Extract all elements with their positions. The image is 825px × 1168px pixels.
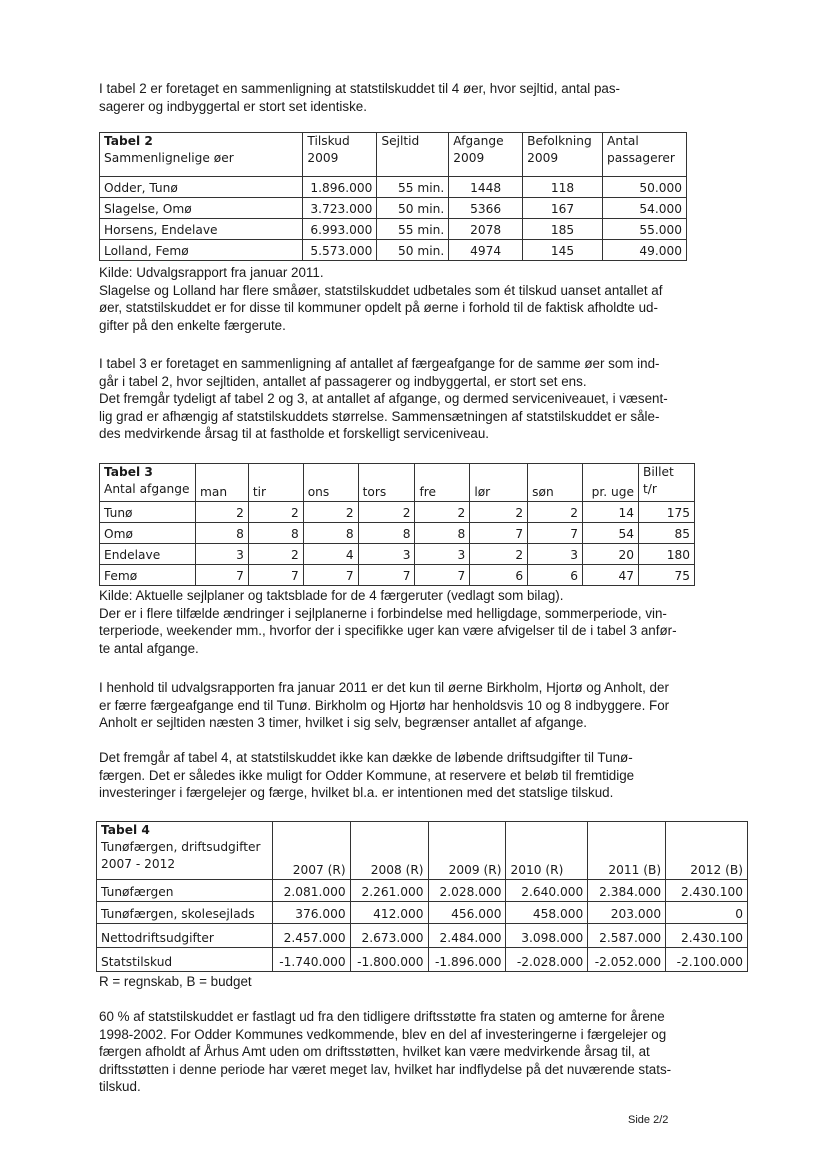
cell: -2.100.000 (666, 948, 748, 972)
cell: 3 (195, 544, 248, 565)
cell: 167 (523, 198, 603, 219)
header-cell: 2007 (R) (272, 822, 350, 880)
table-title: Tabel 3 (104, 465, 153, 479)
header-cell: Afgange 2009 (449, 133, 523, 177)
header-cell: 2011 (B) (588, 822, 666, 880)
table-subtitle: Sammenlignelige øer (104, 151, 234, 165)
cell: 7 (470, 523, 528, 544)
row-label: Slagelse, Omø (100, 198, 303, 219)
cell: 7 (248, 565, 303, 586)
cell: 47 (583, 565, 639, 586)
header-cell: tir (248, 464, 303, 502)
text-line: sagerer og indbyggertal er stort set identiske. (99, 98, 367, 114)
text-line: driftsstøtten i denne periode har været meget lav, hvilket har indflydelse på det nuværende stats- (99, 1061, 672, 1077)
cell: -1.740.000 (272, 948, 350, 972)
table-3 (99, 463, 695, 586)
cell: 7 (303, 565, 358, 586)
text-line: går i tabel 2, hvor sejltiden, antallet af passagerer og indbyggertal, er stort set ens. (99, 373, 587, 389)
table-4-legend: R = regnskab, B = budget (99, 974, 252, 989)
row-label: Endelave (100, 544, 196, 565)
cell: 7 (415, 565, 470, 586)
cell: 50 min. (377, 198, 449, 219)
cell: 7 (528, 523, 583, 544)
table-subtitle: Tunøfærgen, driftsudgifter (101, 840, 261, 854)
table-row (100, 544, 695, 565)
cell: 2 (528, 502, 583, 523)
table-row (100, 219, 687, 240)
cell: 3.723.000 (303, 198, 377, 219)
cell: 55.000 (603, 219, 687, 240)
table-row (100, 565, 695, 586)
table-row (100, 502, 695, 523)
cell: 2.028.000 (428, 880, 506, 902)
cell: 2.430.100 (666, 924, 748, 948)
cell: 6 (470, 565, 528, 586)
cell: 118 (523, 177, 603, 198)
table-title-cell (97, 822, 273, 880)
cell: 412.000 (350, 902, 428, 924)
table-header-row (97, 822, 748, 880)
table-title: Tabel 4 (101, 823, 150, 837)
cell: 8 (358, 523, 415, 544)
cell: 2 (195, 502, 248, 523)
header-cell: 2012 (B) (666, 822, 748, 880)
table-row (100, 523, 695, 544)
cell: 2 (248, 502, 303, 523)
text-line: Kilde: Aktuelle sejlplaner og taktsblade for de 4 færgeruter (vedlagt som bilag). (99, 588, 564, 603)
cell: 2 (358, 502, 415, 523)
table-title-cell (100, 133, 303, 177)
cell: 8 (195, 523, 248, 544)
table-row (97, 924, 748, 948)
text-line: 1998-2002. For Odder Kommunes vedkommende, blev en del af investeringerne i færgelejer og (99, 1026, 667, 1042)
cell: -2.028.000 (506, 948, 588, 972)
row-label: Tunøfærgen, skolesejlads (97, 902, 273, 924)
row-label: Tunøfærgen (97, 880, 273, 902)
text-line: er færre færgeafgange end til Tunø. Birkholm og Hjortø har henholdsvis 10 og 8 indbyggere. For (99, 697, 670, 713)
text-line: te antal afgange. (99, 640, 199, 656)
text-line: des medvirkende årsag til at fastholde et forskelligt serviceniveau. (99, 426, 490, 442)
row-label: Statstilskud (97, 948, 273, 972)
table-row (97, 948, 748, 972)
table-row (97, 902, 748, 924)
cell: 1448 (449, 177, 523, 198)
cell: 180 (638, 544, 694, 565)
header-cell: 2008 (R) (350, 822, 428, 880)
cell: 2.430.100 (666, 880, 748, 902)
text-line: gifter på den enkelte færgerute. (99, 317, 286, 333)
header-cell: søn (528, 464, 583, 502)
cell: 2 (248, 544, 303, 565)
text-line: Der er i flere tilfælde ændringer i sejlplanerne i forbindelse med helligdage, sommerperiode, vin- (99, 605, 667, 621)
cell: 8 (303, 523, 358, 544)
cell: -1.800.000 (350, 948, 428, 972)
header-cell: Sejltid (377, 133, 449, 177)
cell: 8 (248, 523, 303, 544)
cell: 2 (303, 502, 358, 523)
cell: 4974 (449, 240, 523, 261)
text-line: I tabel 2 er foretaget en sammenligning at statstilskuddet til 4 øer, hvor sejltid, antal pas- (99, 81, 621, 96)
cell: 185 (523, 219, 603, 240)
cell: 2.384.000 (588, 880, 666, 902)
cell: 3 (415, 544, 470, 565)
cell: 2.673.000 (350, 924, 428, 948)
header-cell: tors (358, 464, 415, 502)
table-row (100, 177, 687, 198)
cell: 2.587.000 (588, 924, 666, 948)
paragraph-2 (99, 355, 699, 443)
cell: 50 min. (377, 240, 449, 261)
header-cell: fre (415, 464, 470, 502)
header-cell: 2009 (R) (428, 822, 506, 880)
text-line: Slagelse og Lolland har flere småøer, statstilskuddet udbetales som ét tilskud uanset antallet af (99, 282, 663, 298)
text-line: færgen. Det er således ikke muligt for Odder Kommune, at reservere et beløb til fremtidige (99, 767, 635, 783)
table-subtitle: 2007 - 2012 (101, 857, 176, 871)
cell: 3 (358, 544, 415, 565)
cell: 2 (470, 502, 528, 523)
table-2-source-paragraph (99, 264, 699, 334)
cell: 5366 (449, 198, 523, 219)
row-label: Nettodriftsudgifter (97, 924, 273, 948)
paragraph-4 (99, 749, 699, 802)
cell: 203.000 (588, 902, 666, 924)
cell: 50.000 (603, 177, 687, 198)
row-label: Omø (100, 523, 196, 544)
cell: 3 (528, 544, 583, 565)
cell: 6.993.000 (303, 219, 377, 240)
cell: 2.640.000 (506, 880, 588, 902)
intro-paragraph (99, 80, 699, 115)
header-cell: Tilskud 2009 (303, 133, 377, 177)
text-line: øer, statstilskuddet er for disse til kommuner opdelt på øerne i forhold til de faktisk afholdte ud- (99, 300, 658, 316)
cell: 2 (470, 544, 528, 565)
table-row (100, 240, 687, 261)
cell: 8 (415, 523, 470, 544)
cell: 3.098.000 (506, 924, 588, 948)
cell: 14 (583, 502, 639, 523)
cell: 1.896.000 (303, 177, 377, 198)
cell: 49.000 (603, 240, 687, 261)
table-row (97, 880, 748, 902)
paragraph-5 (99, 1008, 699, 1096)
header-cell: Befolkning 2009 (523, 133, 603, 177)
text-line: lig grad er afhængig af statstilskuddets størrelse. Sammensætningen af statstilskuddet er såle- (99, 408, 660, 424)
header-cell: Billet t/r (638, 464, 694, 502)
header-cell: 2010 (R) (506, 822, 588, 880)
cell: 0 (666, 902, 748, 924)
cell: 55 min. (377, 177, 449, 198)
paragraph-3 (99, 679, 699, 732)
row-label: Tunø (100, 502, 196, 523)
cell: 55 min. (377, 219, 449, 240)
text-line: Anholt er sejltiden næsten 3 timer, hvilket i sig selv, begrænser antallet af afgange. (99, 715, 588, 731)
cell: 20 (583, 544, 639, 565)
header-cell: man (195, 464, 248, 502)
table-2 (99, 132, 687, 261)
table-title: Tabel 2 (104, 134, 153, 148)
table-row (100, 198, 687, 219)
cell: 456.000 (428, 902, 506, 924)
row-label: Horsens, Endelave (100, 219, 303, 240)
cell: 54.000 (603, 198, 687, 219)
cell: -1.896.000 (428, 948, 506, 972)
header-cell: pr. uge (583, 464, 639, 502)
text-line: Kilde: Udvalgsrapport fra januar 2011. (99, 265, 324, 280)
cell: 85 (638, 523, 694, 544)
text-line: investeringer i færgelejer og færge, hvilket bl.a. er intentionen med det statslige tilskud. (99, 785, 614, 801)
header-cell: Antal passagerer (603, 133, 687, 177)
cell: 2.484.000 (428, 924, 506, 948)
text-line: Det fremgår tydeligt af tabel 2 og 3, at antallet af afgange, og dermed serviceniveauet, i væsent- (99, 391, 668, 407)
cell: 2078 (449, 219, 523, 240)
cell: 376.000 (272, 902, 350, 924)
cell: 175 (638, 502, 694, 523)
cell: 6 (528, 565, 583, 586)
table-title-cell (100, 464, 196, 502)
text-line: I henhold til udvalgsrapporten fra januar 2011 er det kun til øerne Birkholm, Hjortø og Anholt, der (99, 680, 669, 695)
text-line: Det fremgår af tabel 4, at statstilskuddet ikke kan dække de løbende driftsudgifter til Tunø- (99, 750, 633, 765)
cell: 458.000 (506, 902, 588, 924)
text-line: færgen afholdt af Århus Amt uden om driftsstøtten, hvilket kan være medvirkende årsag til, at (99, 1044, 650, 1060)
header-cell: lør (470, 464, 528, 502)
cell: -2.052.000 (588, 948, 666, 972)
cell: 145 (523, 240, 603, 261)
row-label: Lolland, Femø (100, 240, 303, 261)
table-subtitle: Antal afgange (104, 482, 190, 496)
table-header-row (100, 133, 687, 177)
header-cell: ons (303, 464, 358, 502)
text-line: 60 % af statstilskuddet er fastlagt ud fra den tidligere driftsstøtte fra staten og amterne for årene (99, 1009, 665, 1024)
row-label: Odder, Tunø (100, 177, 303, 198)
table-4 (96, 821, 748, 972)
row-label: Femø (100, 565, 196, 586)
table-header-row (100, 464, 695, 502)
cell: 75 (638, 565, 694, 586)
cell: 2.081.000 (272, 880, 350, 902)
cell: 2.457.000 (272, 924, 350, 948)
text-line: terperiode, weekender mm., hvorfor der i specifikke uger kan være afvigelser til de i tabel 3 anfør- (99, 623, 677, 639)
text-line: I tabel 3 er foretaget en sammenligning af antallet af færgeafgange for de samme øer som ind- (99, 356, 660, 371)
page-number: Side 2/2 (628, 1114, 669, 1126)
cell: 2.261.000 (350, 880, 428, 902)
cell: 5.573.000 (303, 240, 377, 261)
text-line: tilskud. (99, 1079, 141, 1095)
table-3-source-paragraph (99, 587, 699, 657)
cell: 4 (303, 544, 358, 565)
cell: 7 (358, 565, 415, 586)
cell: 54 (583, 523, 639, 544)
cell: 2 (415, 502, 470, 523)
cell: 7 (195, 565, 248, 586)
